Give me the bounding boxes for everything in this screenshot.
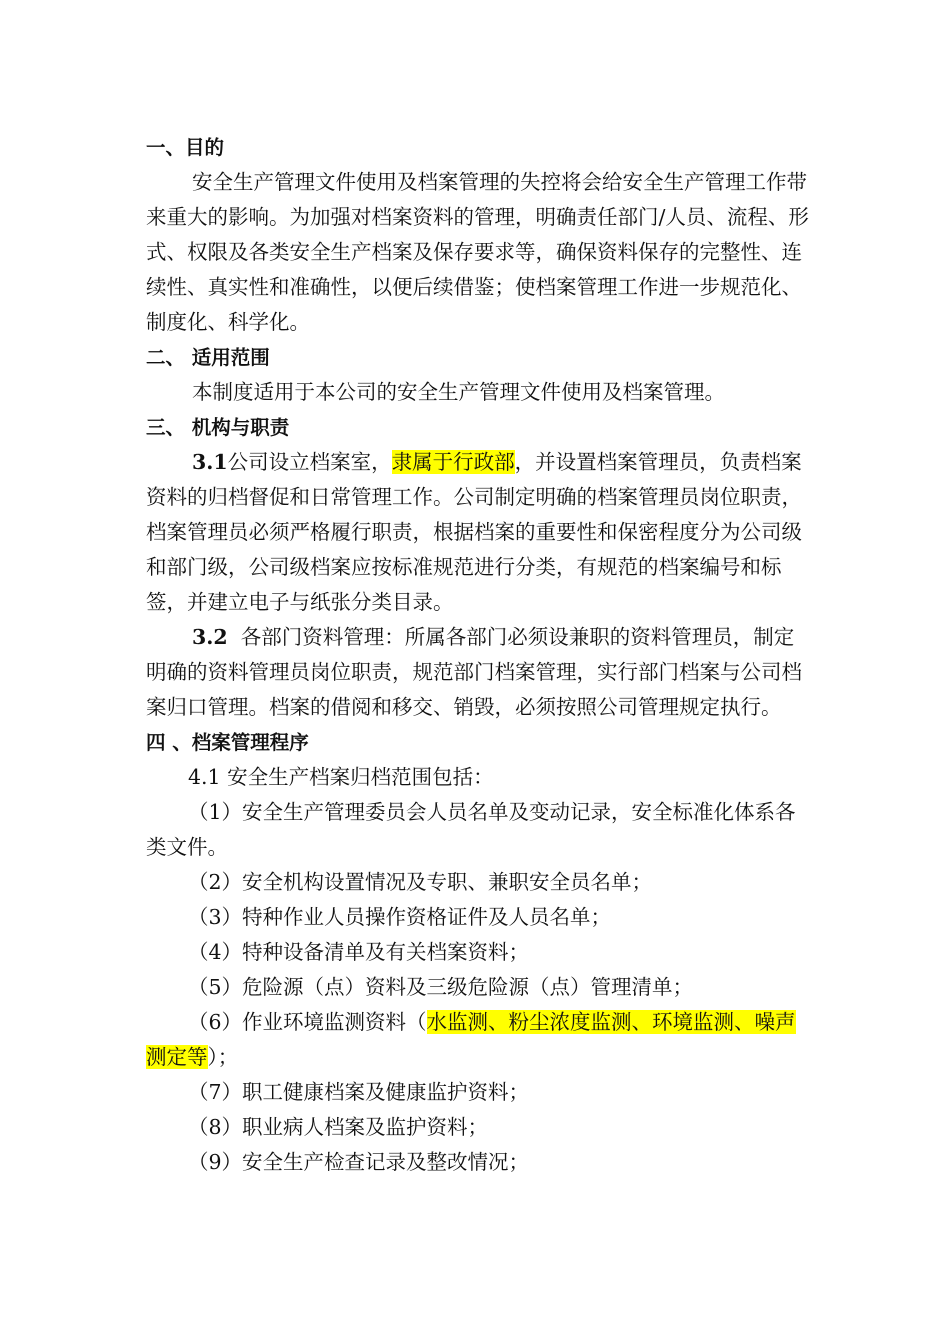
paragraph-purpose: 安全生产管理文件使用及档案管理的失控将会给安全生产管理工作带来重大的影响。为加强对档案资料的管理，明确责任部门/人员、流程、形式、权限及各类安全生产档案及保存要求等，确保资料保存的完整性、连续性、真实性和准确性，以便后续借鉴；使档案管理工作进一步规范化、制度化、科学化。: [146, 170, 809, 334]
list-item-6: [146, 1005, 812, 1075]
highlighted-text-monitoring: 水监测、粉尘浓度监测、环境监测、噪声测定等: [146, 1010, 796, 1069]
document-body: [146, 130, 812, 1180]
item-6-text-a: （6）作业环境监测资料（: [188, 1010, 427, 1034]
clause-3-2-text: 各部门资料管理：所属各部门必须设兼职的资料管理员，制定明确的资料管理员岗位职责，规范部门档案管理，实行部门档案与公司档案归口管理。档案的借阅和移交、销毁，必须按照公司管理规定执行。: [146, 625, 802, 719]
clause-3-1-text-b: ，并设置档案管理员，负责档案资料的归档督促和日常管理工作。公司制定明确的档案管理员岗位职责，档案管理员必须严格履行职责，根据档案的重要性和保密程度分为公司级和部门级，公司级档案应按标准规范进行分类，有规范的档案编号和标签，并建立电子与纸张分类目录。: [146, 450, 802, 614]
list-item: （8）职业病人档案及监护资料；: [188, 1115, 489, 1139]
clause-number-3-2: 3.2: [192, 625, 228, 649]
section-heading-procedure: 四 、档案管理程序: [146, 731, 309, 754]
list-item: （2）安全机构设置情况及专职、兼职安全员名单；: [188, 870, 653, 894]
list-item: （1）安全生产管理委员会人员名单及变动记录，安全标准化体系各类文件。: [146, 800, 796, 859]
section-heading-scope: 二、 适用范围: [146, 346, 270, 369]
clause-number-3-1: 3.1: [192, 450, 228, 474]
paragraph-4-1: 4.1 安全生产档案归档范围包括：: [188, 765, 494, 789]
paragraph-3-2: [146, 620, 812, 725]
paragraph-3-1: [146, 445, 812, 620]
highlighted-text-admin-dept: 隶属于行政部: [391, 450, 515, 474]
list-item: （3）特种作业人员操作资格证件及人员名单；: [188, 905, 612, 929]
list-item: （9）安全生产检查记录及整改情况；: [188, 1150, 530, 1174]
paragraph-scope: 本制度适用于本公司的安全生产管理文件使用及档案管理。: [192, 380, 725, 404]
list-item: （7）职工健康档案及健康监护资料；: [188, 1080, 530, 1104]
list-item: （5）危险源（点）资料及三级危险源（点）管理清单；: [188, 975, 694, 999]
item-6-text-b: ）；: [207, 1045, 239, 1069]
section-heading-purpose: 一、目的: [146, 136, 225, 159]
clause-3-1-text-a: 公司设立档案室，: [227, 450, 392, 474]
section-heading-organization: 三、 机构与职责: [146, 416, 290, 439]
list-item: （4）特种设备清单及有关档案资料；: [188, 940, 530, 964]
